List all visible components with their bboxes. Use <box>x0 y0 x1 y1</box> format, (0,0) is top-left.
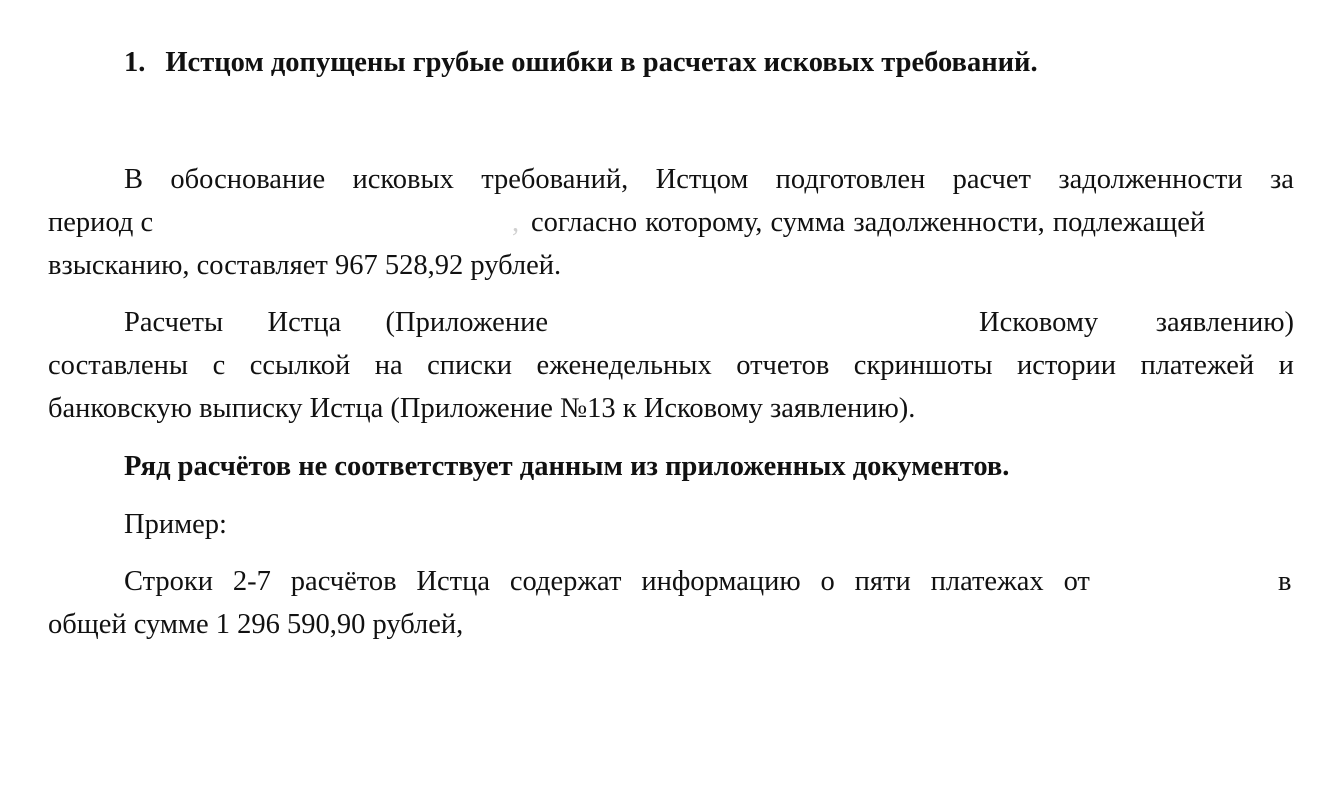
word: на <box>374 350 403 381</box>
word: Истца <box>416 566 491 597</box>
word: Истца <box>267 307 342 338</box>
heading-number: 1. <box>124 47 146 78</box>
word: списки <box>427 350 513 381</box>
heading-text: Истцом допущены грубые ошибки в расчетах исковых требований. <box>165 47 1038 78</box>
paragraph-2-line-3: банковскую выписку Истца (Приложение №13 к Исковому заявлению). <box>48 393 916 424</box>
paragraph-4-example: Пример: <box>124 509 227 540</box>
paragraph-1-line-2-end <box>531 206 1294 240</box>
word: скриншоты <box>853 350 993 381</box>
word: заявлению) <box>1155 307 1294 338</box>
word: (Приложение <box>385 307 548 338</box>
word: расчет <box>952 164 1031 195</box>
word: с <box>212 350 226 381</box>
word: ссылкой <box>249 350 351 381</box>
section-heading <box>124 46 1038 80</box>
word: за <box>1269 164 1294 195</box>
word: платежей <box>1140 350 1255 381</box>
word: требований, <box>481 164 629 195</box>
period-label: период с <box>48 207 154 238</box>
period-text: согласно которому, сумма задолженности, подлежащей <box>531 207 1206 238</box>
word: 2-7 <box>232 566 271 597</box>
word: Исковому <box>979 307 1099 338</box>
word: В <box>124 164 144 195</box>
word: о <box>820 566 835 597</box>
paragraph-5-line-1 <box>124 565 1090 599</box>
paragraph-2-line-1-start <box>124 306 548 340</box>
word: Расчеты <box>124 307 224 338</box>
paragraph-1-line-1 <box>124 163 1294 197</box>
word: пяти <box>854 566 911 597</box>
word: содержат <box>509 566 622 597</box>
word: Истцом <box>655 164 749 195</box>
word: еженедельных <box>536 350 712 381</box>
paragraph-1-line-2 <box>48 206 153 240</box>
word: от <box>1063 566 1090 597</box>
word: подготовлен <box>775 164 926 195</box>
paragraph-5-line-2: общей сумме 1 296 590,90 рублей, <box>48 609 464 640</box>
word: отчетов <box>736 350 830 381</box>
paragraph-2-line-1-end <box>979 306 1294 340</box>
word: и <box>1278 350 1294 381</box>
word: истории <box>1016 350 1116 381</box>
redacted-comma: , <box>512 207 520 238</box>
word: исковых <box>352 164 454 195</box>
word: составлены <box>48 350 189 381</box>
paragraph-3-bold: Ряд расчётов не соответствует данным из приложенных документов. <box>124 451 1010 482</box>
paragraph-2-line-2 <box>48 349 1294 383</box>
word: платежах <box>930 566 1044 597</box>
word: обоснование <box>170 164 326 195</box>
paragraph-5-line-1-end: в <box>1278 566 1292 597</box>
word: Строки <box>124 566 214 597</box>
word: информацию <box>641 566 801 597</box>
paragraph-1-line-3: взысканию, составляет 967 528,92 рублей. <box>48 250 562 281</box>
word: расчётов <box>290 566 397 597</box>
word: задолженности <box>1058 164 1243 195</box>
